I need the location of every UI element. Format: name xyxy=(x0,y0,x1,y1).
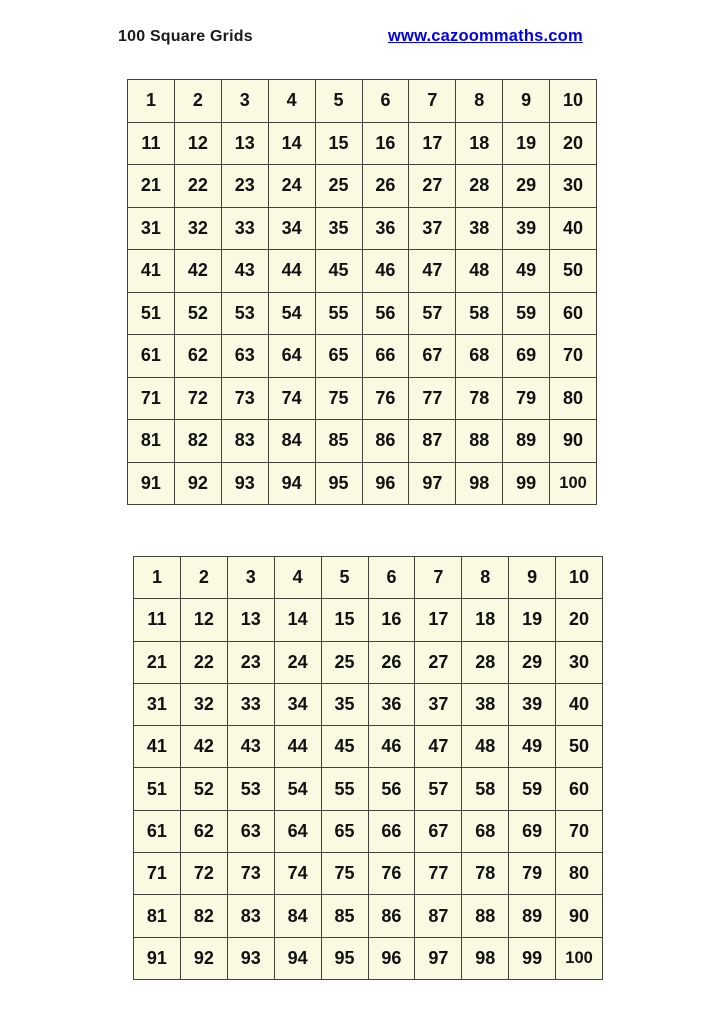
grid-cell-50: 50 xyxy=(550,250,597,293)
grid-cell-38: 38 xyxy=(462,684,509,726)
grid-cell-4: 4 xyxy=(269,80,316,123)
grid-cell-39: 39 xyxy=(503,208,550,251)
grid-cell-94: 94 xyxy=(269,463,316,506)
grid-cell-28: 28 xyxy=(462,642,509,684)
grid-cell-81: 81 xyxy=(128,420,175,463)
grid-cell-43: 43 xyxy=(228,726,275,768)
grid-cell-41: 41 xyxy=(134,726,181,768)
grid-cell-44: 44 xyxy=(275,726,322,768)
grid-cell-83: 83 xyxy=(228,895,275,937)
grid-cell-20: 20 xyxy=(556,599,603,641)
grid-cell-86: 86 xyxy=(363,420,410,463)
grid-cell-89: 89 xyxy=(503,420,550,463)
grid-cell-41: 41 xyxy=(128,250,175,293)
grid-cell-30: 30 xyxy=(550,165,597,208)
grid-cell-9: 9 xyxy=(509,557,556,599)
grid-cell-68: 68 xyxy=(462,811,509,853)
grid-cell-86: 86 xyxy=(369,895,416,937)
grid-cell-9: 9 xyxy=(503,80,550,123)
grid-cell-70: 70 xyxy=(550,335,597,378)
grid-cell-69: 69 xyxy=(503,335,550,378)
grid-cell-2: 2 xyxy=(175,80,222,123)
grid-cell-57: 57 xyxy=(415,768,462,810)
grid-cell-28: 28 xyxy=(456,165,503,208)
grid-cell-93: 93 xyxy=(222,463,269,506)
grid-cell-16: 16 xyxy=(363,123,410,166)
grid-cell-52: 52 xyxy=(181,768,228,810)
grid-cell-90: 90 xyxy=(550,420,597,463)
grid-cell-30: 30 xyxy=(556,642,603,684)
grid-cell-61: 61 xyxy=(128,335,175,378)
grid-cell-93: 93 xyxy=(228,938,275,980)
grid-cell-95: 95 xyxy=(316,463,363,506)
grid-cell-8: 8 xyxy=(456,80,503,123)
grid-cell-83: 83 xyxy=(222,420,269,463)
grid-cell-16: 16 xyxy=(369,599,416,641)
grid-cell-36: 36 xyxy=(363,208,410,251)
grid-cell-27: 27 xyxy=(409,165,456,208)
grid-cell-84: 84 xyxy=(269,420,316,463)
grid-cell-73: 73 xyxy=(228,853,275,895)
grid-cell-15: 15 xyxy=(316,123,363,166)
hundred-square-grid-bottom xyxy=(133,556,603,980)
grid-cell-10: 10 xyxy=(556,557,603,599)
grid-cell-45: 45 xyxy=(316,250,363,293)
grid-cell-19: 19 xyxy=(503,123,550,166)
grid-cell-4: 4 xyxy=(275,557,322,599)
grid-cell-74: 74 xyxy=(269,378,316,421)
grid-cell-98: 98 xyxy=(456,463,503,506)
grid-cell-25: 25 xyxy=(316,165,363,208)
grid-cell-29: 29 xyxy=(503,165,550,208)
grid-cell-80: 80 xyxy=(550,378,597,421)
grid-cell-82: 82 xyxy=(181,895,228,937)
grid-cell-97: 97 xyxy=(409,463,456,506)
grid-cell-68: 68 xyxy=(456,335,503,378)
grid-cell-61: 61 xyxy=(134,811,181,853)
grid-cell-26: 26 xyxy=(363,165,410,208)
grid-cell-47: 47 xyxy=(409,250,456,293)
grid-cell-63: 63 xyxy=(228,811,275,853)
grid-cell-56: 56 xyxy=(369,768,416,810)
grid-cell-96: 96 xyxy=(363,463,410,506)
grid-cell-90: 90 xyxy=(556,895,603,937)
grid-cell-54: 54 xyxy=(269,293,316,336)
grid-cell-48: 48 xyxy=(456,250,503,293)
grid-cell-62: 62 xyxy=(181,811,228,853)
grid-cell-49: 49 xyxy=(503,250,550,293)
grid-cell-32: 32 xyxy=(175,208,222,251)
grid-cell-3: 3 xyxy=(222,80,269,123)
grid-cell-78: 78 xyxy=(456,378,503,421)
grid-cell-77: 77 xyxy=(409,378,456,421)
grid-cell-40: 40 xyxy=(556,684,603,726)
grid-cell-71: 71 xyxy=(134,853,181,895)
grid-cell-37: 37 xyxy=(409,208,456,251)
grid-cell-79: 79 xyxy=(503,378,550,421)
grid-cell-48: 48 xyxy=(462,726,509,768)
grid-cell-89: 89 xyxy=(509,895,556,937)
grid-cell-36: 36 xyxy=(369,684,416,726)
grid-cell-81: 81 xyxy=(134,895,181,937)
grid-cell-76: 76 xyxy=(369,853,416,895)
grid-cell-74: 74 xyxy=(275,853,322,895)
grid-cell-57: 57 xyxy=(409,293,456,336)
grid-cell-1: 1 xyxy=(134,557,181,599)
grid-cell-15: 15 xyxy=(322,599,369,641)
grid-cell-23: 23 xyxy=(228,642,275,684)
grid-cell-95: 95 xyxy=(322,938,369,980)
grid-cell-21: 21 xyxy=(134,642,181,684)
grid-cell-100: 100 xyxy=(556,938,603,980)
grid-cell-60: 60 xyxy=(550,293,597,336)
grid-cell-82: 82 xyxy=(175,420,222,463)
grid-cell-31: 31 xyxy=(128,208,175,251)
grid-cell-87: 87 xyxy=(415,895,462,937)
grid-cell-72: 72 xyxy=(175,378,222,421)
hundred-square-grid-top xyxy=(127,79,597,505)
grid-cell-87: 87 xyxy=(409,420,456,463)
grid-cell-49: 49 xyxy=(509,726,556,768)
grid-cell-91: 91 xyxy=(128,463,175,506)
website-link[interactable]: www.cazoommaths.com xyxy=(388,27,583,45)
grid-cell-75: 75 xyxy=(322,853,369,895)
grid-cell-18: 18 xyxy=(462,599,509,641)
grid-cell-50: 50 xyxy=(556,726,603,768)
grid-cell-80: 80 xyxy=(556,853,603,895)
grid-cell-59: 59 xyxy=(503,293,550,336)
grid-cell-27: 27 xyxy=(415,642,462,684)
grid-cell-14: 14 xyxy=(275,599,322,641)
grid-cell-67: 67 xyxy=(409,335,456,378)
grid-cell-44: 44 xyxy=(269,250,316,293)
grid-cell-64: 64 xyxy=(275,811,322,853)
grid-cell-32: 32 xyxy=(181,684,228,726)
grid-cell-5: 5 xyxy=(322,557,369,599)
grid-cell-75: 75 xyxy=(316,378,363,421)
grid-cell-38: 38 xyxy=(456,208,503,251)
grid-cell-35: 35 xyxy=(316,208,363,251)
grid-cell-78: 78 xyxy=(462,853,509,895)
grid-cell-14: 14 xyxy=(269,123,316,166)
grid-cell-65: 65 xyxy=(322,811,369,853)
grid-cell-63: 63 xyxy=(222,335,269,378)
grid-cell-5: 5 xyxy=(316,80,363,123)
grid-cell-34: 34 xyxy=(275,684,322,726)
grid-cell-91: 91 xyxy=(134,938,181,980)
grid-cell-33: 33 xyxy=(222,208,269,251)
grid-cell-52: 52 xyxy=(175,293,222,336)
grid-cell-53: 53 xyxy=(228,768,275,810)
grid-cell-13: 13 xyxy=(222,123,269,166)
grid-cell-84: 84 xyxy=(275,895,322,937)
grid-cell-39: 39 xyxy=(509,684,556,726)
grid-cell-51: 51 xyxy=(128,293,175,336)
grid-cell-18: 18 xyxy=(456,123,503,166)
grid-cell-40: 40 xyxy=(550,208,597,251)
grid-cell-56: 56 xyxy=(363,293,410,336)
grid-cell-42: 42 xyxy=(175,250,222,293)
page-title: 100 Square Grids xyxy=(118,28,253,45)
grid-cell-66: 66 xyxy=(369,811,416,853)
grid-cell-8: 8 xyxy=(462,557,509,599)
grid-cell-69: 69 xyxy=(509,811,556,853)
grid-cell-55: 55 xyxy=(316,293,363,336)
grid-cell-97: 97 xyxy=(415,938,462,980)
grid-cell-10: 10 xyxy=(550,80,597,123)
grid-cell-94: 94 xyxy=(275,938,322,980)
grid-cell-35: 35 xyxy=(322,684,369,726)
grid-cell-25: 25 xyxy=(322,642,369,684)
grid-cell-33: 33 xyxy=(228,684,275,726)
grid-cell-34: 34 xyxy=(269,208,316,251)
grid-cell-96: 96 xyxy=(369,938,416,980)
grid-cell-6: 6 xyxy=(369,557,416,599)
grid-cell-66: 66 xyxy=(363,335,410,378)
grid-cell-24: 24 xyxy=(275,642,322,684)
grid-cell-7: 7 xyxy=(415,557,462,599)
grid-cell-79: 79 xyxy=(509,853,556,895)
grid-cell-37: 37 xyxy=(415,684,462,726)
grid-cell-55: 55 xyxy=(322,768,369,810)
grid-cell-11: 11 xyxy=(128,123,175,166)
grid-cell-88: 88 xyxy=(456,420,503,463)
grid-cell-100: 100 xyxy=(550,463,597,506)
grid-cell-88: 88 xyxy=(462,895,509,937)
grid-cell-65: 65 xyxy=(316,335,363,378)
grid-cell-23: 23 xyxy=(222,165,269,208)
grid-cell-92: 92 xyxy=(181,938,228,980)
grid-cell-22: 22 xyxy=(181,642,228,684)
grid-cell-13: 13 xyxy=(228,599,275,641)
grid-cell-12: 12 xyxy=(175,123,222,166)
grid-cell-99: 99 xyxy=(503,463,550,506)
grid-cell-6: 6 xyxy=(363,80,410,123)
grid-cell-72: 72 xyxy=(181,853,228,895)
grid-cell-51: 51 xyxy=(134,768,181,810)
grid-cell-58: 58 xyxy=(462,768,509,810)
grid-cell-3: 3 xyxy=(228,557,275,599)
grid-cell-99: 99 xyxy=(509,938,556,980)
grid-cell-21: 21 xyxy=(128,165,175,208)
grid-cell-45: 45 xyxy=(322,726,369,768)
grid-cell-76: 76 xyxy=(363,378,410,421)
grid-cell-17: 17 xyxy=(415,599,462,641)
grid-cell-19: 19 xyxy=(509,599,556,641)
grid-cell-11: 11 xyxy=(134,599,181,641)
grid-cell-12: 12 xyxy=(181,599,228,641)
grid-cell-71: 71 xyxy=(128,378,175,421)
grid-cell-2: 2 xyxy=(181,557,228,599)
grid-cell-62: 62 xyxy=(175,335,222,378)
grid-cell-98: 98 xyxy=(462,938,509,980)
grid-cell-22: 22 xyxy=(175,165,222,208)
grid-cell-92: 92 xyxy=(175,463,222,506)
grid-cell-31: 31 xyxy=(134,684,181,726)
grid-cell-64: 64 xyxy=(269,335,316,378)
grid-cell-29: 29 xyxy=(509,642,556,684)
grid-cell-77: 77 xyxy=(415,853,462,895)
grid-cell-59: 59 xyxy=(509,768,556,810)
grid-cell-70: 70 xyxy=(556,811,603,853)
grid-cell-1: 1 xyxy=(128,80,175,123)
grid-cell-26: 26 xyxy=(369,642,416,684)
grid-cell-67: 67 xyxy=(415,811,462,853)
grid-cell-24: 24 xyxy=(269,165,316,208)
grid-cell-42: 42 xyxy=(181,726,228,768)
grid-cell-20: 20 xyxy=(550,123,597,166)
grid-cell-46: 46 xyxy=(363,250,410,293)
grid-cell-60: 60 xyxy=(556,768,603,810)
grid-cell-73: 73 xyxy=(222,378,269,421)
grid-cell-7: 7 xyxy=(409,80,456,123)
grid-cell-46: 46 xyxy=(369,726,416,768)
grid-cell-85: 85 xyxy=(316,420,363,463)
grid-cell-17: 17 xyxy=(409,123,456,166)
grid-cell-85: 85 xyxy=(322,895,369,937)
grid-cell-58: 58 xyxy=(456,293,503,336)
grid-cell-47: 47 xyxy=(415,726,462,768)
grid-cell-54: 54 xyxy=(275,768,322,810)
grid-cell-53: 53 xyxy=(222,293,269,336)
grid-cell-43: 43 xyxy=(222,250,269,293)
